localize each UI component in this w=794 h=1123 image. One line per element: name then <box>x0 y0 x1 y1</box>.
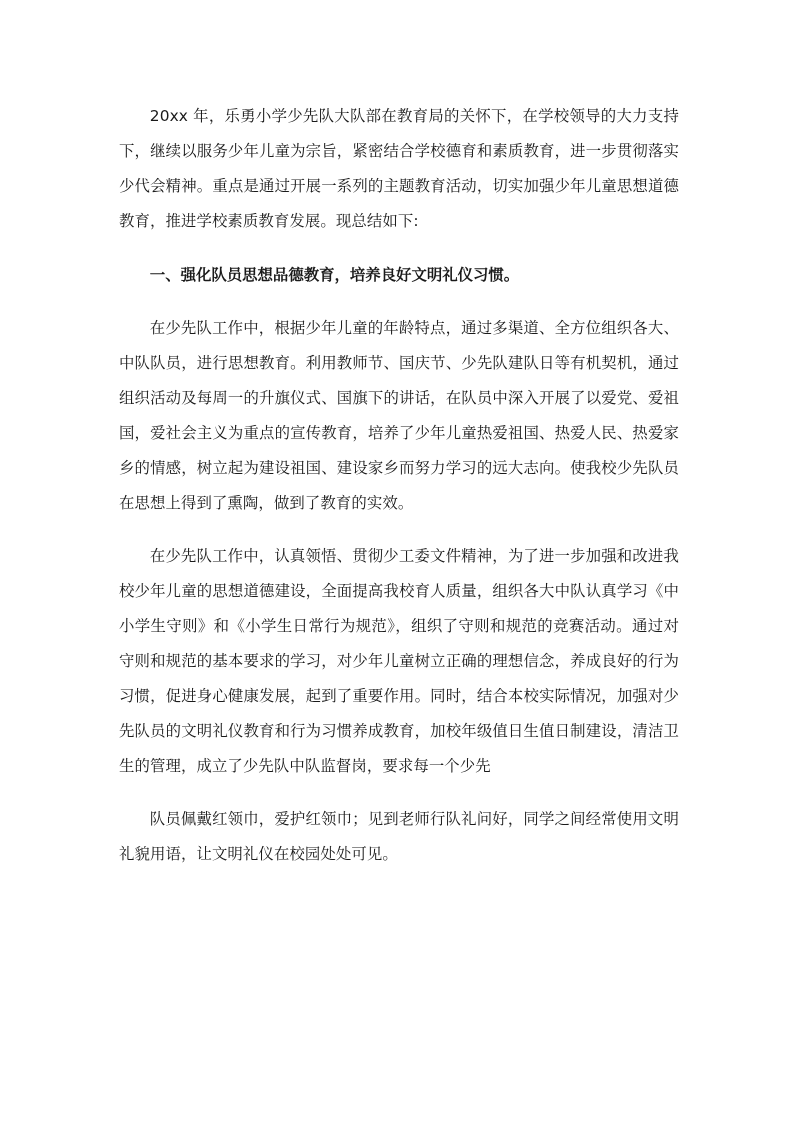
body-paragraph-1: 在少先队工作中，根据少年儿童的年龄特点，通过多渠道、全方位组织各大、中队队员，进行思想教育。利用教师节、国庆节、少先队建队日等有机契机，通过组织活动及每周一的升旗仪式、国旗下的讲话，在队员中深入开展了以爱党、爱祖国，爱社会主义为重点的宣传教育，培养了少年儿童热爱祖国、热爱人民、热爱家乡的情感，树立起为建设祖国、建设家乡而努力学习的远大志向。使我校少先队员在思想上得到了熏陶，做到了教育的实效。 <box>119 319 679 512</box>
body-paragraph-2: 在少先队工作中，认真领悟、贯彻少工委文件精神，为了进一步加强和改进我校少年儿童的思想道德建设，全面提高我校育人质量，组织各大中队认真学习《中小学生守则》和《小学生日常行为规范》，组织了守则和规范的竞赛活动。通过对守则和规范的基本要求的学习，对少年儿童树立正确的理想信念，养成良好的行为习惯，促进身心健康发展，起到了重要作用。同时，结合本校实际情况，加强对少先队员的文明礼仪教育和行为习惯养成教育，加校年级值日生值日制建设，清洁卫生的管理，成立了少先队中队监督岗，要求每一个少先 <box>119 547 679 775</box>
paragraph-spacer <box>119 784 679 802</box>
intro-paragraph: 20xx 年，乐勇小学少先队大队部在教育局的关怀下，在学校领导的大力支持下，继续以服务少年儿童为宗旨，紧密结合学校德育和素质教育，进一步贯彻落实少代会精神。重点是通过开展一系列的主题教育活动，切实加强少年儿童思想道德教育，推进学校素质教育发展。现总结如下: <box>119 107 679 230</box>
paragraph-spacer <box>119 521 679 539</box>
section-heading-1: 一、强化队员思想品德教育，培养良好文明礼仪习惯。 <box>149 266 520 284</box>
body-paragraph-3: 队员佩戴红领巾，爱护红领巾；见到老师行队礼问好，同学之间经常使用文明礼貌用语，让文明礼仪在校园处处可见。 <box>119 810 679 863</box>
document-body <box>119 99 679 872</box>
